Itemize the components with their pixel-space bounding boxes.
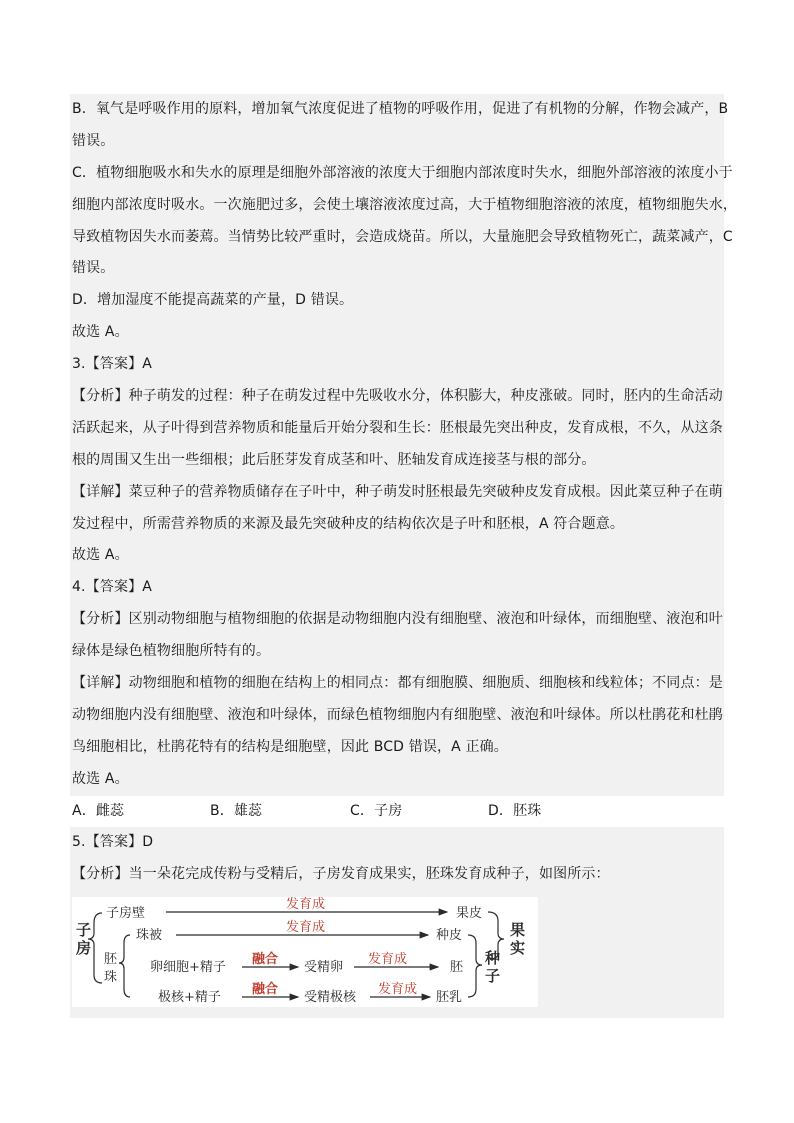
label-fruit-2: 实 [510, 939, 526, 958]
label-endosperm: 胚乳 [436, 990, 463, 1006]
label-ovary-bottom: 房 [76, 939, 92, 958]
text-line: 绿体是绿色植物细胞所特有的。 [70, 636, 724, 668]
label-develop-2: 发育成 [286, 920, 326, 936]
figure-container [70, 891, 724, 1018]
label-embryo: 胚 [450, 960, 464, 976]
diagram-svg [72, 897, 538, 1007]
brace-right-seed [468, 935, 482, 997]
label-fuse-1: 融合 [252, 952, 279, 968]
text-line: 故选 A。 [70, 317, 724, 349]
answer-options [70, 796, 724, 828]
option-a: A．雌蕊 [72, 802, 125, 819]
label-egg-sperm: 卵细胞+精子 [150, 960, 226, 976]
text-line: 【分析】区别动物细胞与植物细胞的依据是动物细胞内没有细胞壁、液泡和叶绿体，而细胞壁、液泡和叶 [70, 604, 724, 636]
option-c: C．子房 [350, 802, 403, 819]
text-line: 错误。 [70, 126, 724, 158]
text-line: 细胞内部浓度时吸水。一次施肥过多，会使土壤溶液浓度过高，大于植物细胞溶液的浓度，植物细胞失水， [70, 190, 724, 222]
label-fruit-1: 果 [510, 921, 526, 940]
option-d: D．胚珠 [488, 802, 542, 819]
text-line: 鸟细胞相比，杜鹃花特有的结构是细胞壁，因此 BCD 错误，A 正确。 [70, 732, 724, 764]
document-page [70, 94, 738, 1018]
label-integument: 珠被 [136, 928, 163, 944]
fruit-seed-development-diagram [72, 897, 538, 1007]
text-line: 【详解】菜豆种子的营养物质储存在子叶中，种子萌发时胚根最先突破种皮发育成根。因此菜豆种子在萌 [70, 477, 724, 509]
text-line: B．氧气是呼吸作用的原料，增加氧气浓度促进了植物的呼吸作用，促进了有机物的分解，作物会减产，B [70, 94, 724, 126]
text-line: 动物细胞内没有细胞壁、液泡和叶绿体，而绿色植物细胞内有细胞壁、液泡和叶绿体。所以杜鹃花和杜鹃 [70, 700, 724, 732]
label-ovule-2: 珠 [104, 970, 118, 986]
label-polar-sperm: 极核+精子 [158, 990, 221, 1006]
text-line: 【分析】当一朵花完成传粉与受精后，子房发育成果实，胚珠发育成种子，如图所示： [70, 859, 724, 891]
text-line: 导致植物因失水而萎蔫。当情势比较严重时，会造成烧苗。所以，大量施肥会导致植物死亡，蔬菜减产，C [70, 222, 724, 254]
label-develop-4: 发育成 [378, 982, 418, 998]
answer-heading: 4.【答案】A [70, 572, 724, 604]
label-zygote: 受精卵 [304, 960, 344, 976]
label-fertilized-polar: 受精极核 [304, 990, 357, 1006]
text-line: 【详解】动物细胞和植物的细胞在结构上的相同点：都有细胞膜、细胞质、细胞核和线粒体；不同点：是 [70, 668, 724, 700]
brace-left-inner [119, 935, 130, 997]
text-line: D．增加湿度不能提高蔬菜的产量，D 错误。 [70, 285, 724, 317]
label-seed-2: 子 [485, 967, 501, 986]
label-ovary-wall: 子房壁 [106, 906, 146, 922]
text-line: 故选 A。 [70, 540, 724, 572]
label-ovule-1: 胚 [104, 952, 118, 968]
text-line: 活跃起来，从子叶得到营养物质和能量后开始分裂和生长：胚根最先突出种皮，发育成根，不久，从这条 [70, 413, 724, 445]
label-seed-coat: 种皮 [436, 928, 463, 944]
label-fuse-2: 融合 [252, 982, 279, 998]
text-line: 错误。 [70, 253, 724, 285]
label-ovary-top: 子 [76, 921, 92, 940]
label-develop-1: 发育成 [286, 897, 326, 913]
text-line: 根的周围又生出一些细根；此后胚芽发育成茎和叶、胚轴发育成连接茎与根的部分。 [70, 445, 724, 477]
text-line: 发过程中，所需营养物质的来源及最先突破种皮的结构依次是子叶和胚根，A 符合题意。 [70, 509, 724, 541]
answer-heading: 5.【答案】D [70, 827, 724, 859]
text-line: 故选 A。 [70, 764, 724, 796]
text-line: 【分析】种子萌发的过程：种子在萌发过程中先吸收水分，体积膨大，种皮涨破。同时，胚内的生命活动 [70, 381, 724, 413]
text-line: C．植物细胞吸水和失水的原理是细胞外部溶液的浓度大于细胞内部浓度时失水，细胞外部溶液的浓度小于 [70, 158, 724, 190]
answer-heading: 3.【答案】A [70, 349, 724, 381]
label-pericarp: 果皮 [456, 906, 483, 922]
label-seed-1: 种 [485, 949, 501, 968]
label-develop-3: 发育成 [368, 952, 408, 968]
option-b: B．雄蕊 [210, 802, 263, 819]
